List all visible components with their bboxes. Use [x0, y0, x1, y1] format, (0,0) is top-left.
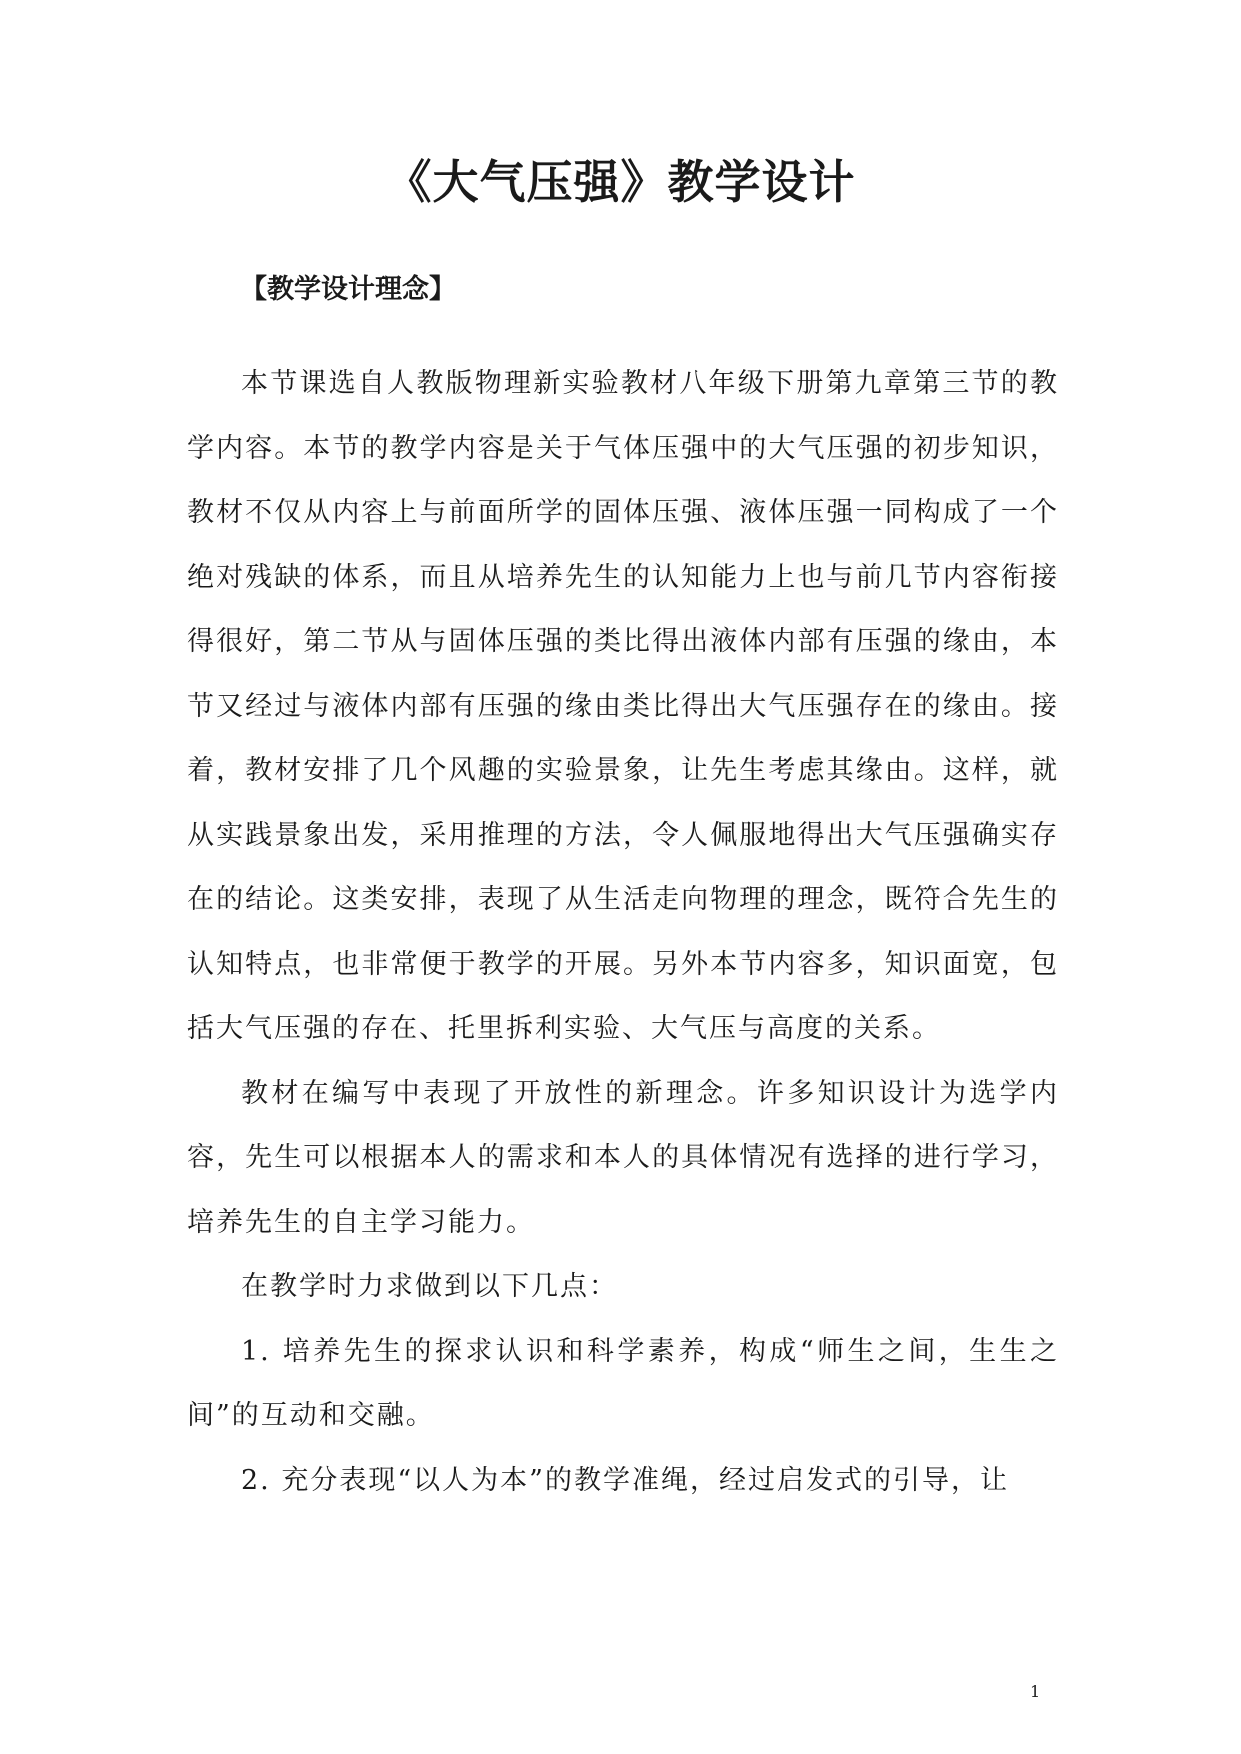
list-item: 1. 培养先生的探求认识和科学素养，构成“师生之间，生生之间”的互动和交融。 [187, 1335, 1059, 1431]
paragraph-intro: 本节课选自人教版物理新实验教材八年级下册第九章第三节的教学内容。本节的教学内容是关于气体压强中的大气压强的初步知识，教材不仅从内容上与前面所学的固体压强、液体压强一同构成了一个绝对残缺的体系，而且从培养先生的认知能力上也与前几节内容衔接得很好，第二节从与固体压强的类比得出液体内部有压强的缘由，本节又经过与液体内部有压强的缘由类比得出大气压强存在的缘由。接着，教材安排了几个风趣的实验景象，让先生考虑其缘由。这样，就从实践景象出发，采用推理的方法，令人佩服地得出大气压强确实存在的结论。这类安排，表现了从生活走向物理的理念，既符合先生的认知特点，也非常便于教学的开展。另外本节内容多，知识面宽，包括大气压强的存在、托里拆利实验、大气压与高度的关系。 [187, 368, 1059, 1044]
section-heading: 【教学设计理念】 [240, 274, 456, 305]
body-text [187, 352, 1059, 1513]
page-number: 1 [1030, 1682, 1041, 1701]
paragraph-open-concept: 教材在编写中表现了开放性的新理念。许多知识设计为选学内容，先生可以根据本人的需求和本人的具体情况有选择的进行学习，培养先生的自主学习能力。 [187, 1077, 1059, 1238]
list-item: 2. 充分表现“以人为本”的教学准绳，经过启发式的引导，让 [241, 1464, 1009, 1496]
paragraph-teaching-points: 在教学时力求做到以下几点： [241, 1271, 618, 1302]
document-title: 《大气压强》教学设计 [385, 155, 856, 209]
